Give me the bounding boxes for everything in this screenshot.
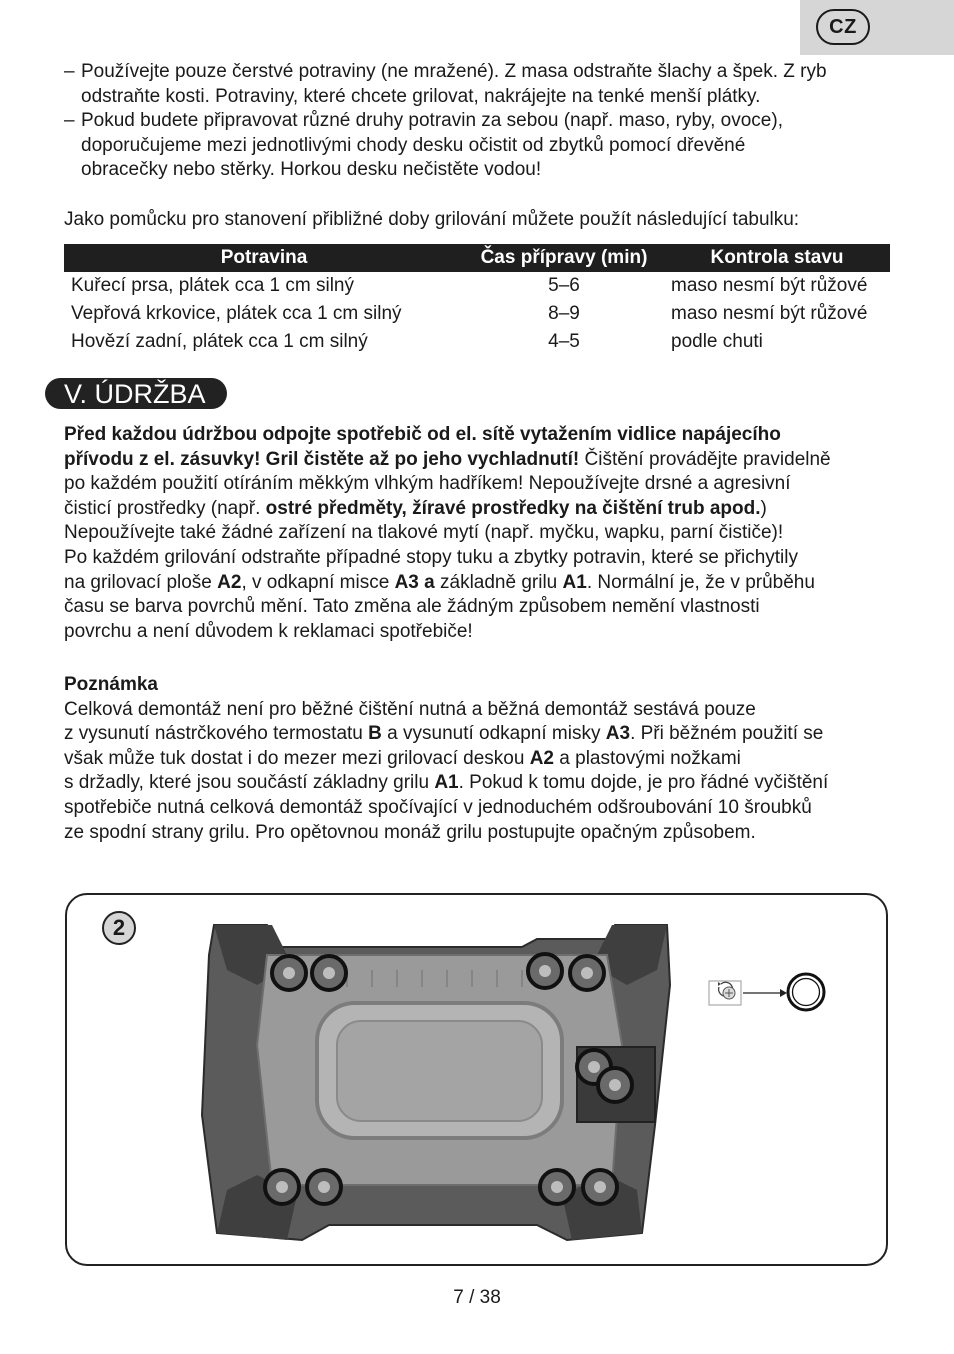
part-ref: A1 — [434, 772, 459, 794]
text: na grilovací ploše — [64, 571, 218, 593]
bold-text: Před každou údržbou odpojte spotřebič od el. sítě vytažením vidlice napájecího — [64, 424, 781, 445]
screw-ring-icon — [788, 974, 824, 1010]
text: . Pokud k tomu dojde, je pro řádné vyčištění — [458, 772, 829, 794]
page-current: 7 — [453, 1287, 464, 1308]
maintenance-paragraph — [64, 423, 894, 644]
bullet-line: Pokud budete připravovat různé druhy potravin za sebou (např. maso, ryby, ovoce), — [81, 110, 783, 132]
bullet-line: Používejte pouze čerstvé potraviny (ne mražené). Z masa odstraňte šlachy a špek. Z ryb — [81, 61, 827, 82]
table-row — [64, 328, 890, 356]
cell-time: 5–6 — [548, 274, 580, 296]
text: čisticí prostředky (např. — [64, 497, 266, 519]
cell-time: 8–9 — [548, 302, 580, 324]
paragraph-line: Nepoužívejte také žádné zařízení na tlakové mytí (např. myčku, wapku, parní čističe)! — [64, 522, 784, 544]
paragraph-line — [64, 771, 894, 796]
bold-text: Poznámka — [64, 674, 158, 695]
text: . Normální je, že v průběhu — [586, 571, 815, 593]
cell-food: Kuřecí prsa, plátek cca 1 cm silný — [71, 274, 354, 296]
page-total: 38 — [479, 1287, 501, 1308]
paragraph-line — [64, 722, 894, 747]
screw-head — [283, 967, 295, 979]
bold-text: přívodu z el. zásuvky! Gril čistěte až po jeho vychladnutí! — [64, 448, 580, 470]
figure-number: 2 — [102, 911, 136, 945]
screw-head — [539, 965, 551, 977]
paragraph-line: povrchu a není důvodem k reklamaci spotřebiče! — [64, 620, 473, 642]
screw-head — [323, 967, 335, 979]
screw-head — [551, 1181, 563, 1193]
grilling-time-table — [64, 244, 890, 356]
bullet-line: obracečky nebo stěrky. Horkou desku nečistěte vodou! — [81, 159, 542, 181]
text: , v odkapní misce — [241, 571, 395, 593]
text: Čištění provádějte pravidelně — [579, 448, 831, 470]
part-ref: A1 — [562, 571, 587, 593]
intro-bullet-2 — [64, 109, 894, 183]
screw-head — [588, 1061, 600, 1073]
bullet-line: odstraňte kosti. Potraviny, které chcete grilovat, nakrájejte na tenké menší plátky. — [81, 85, 761, 107]
text: však může tuk dostat i do mezer mezi grilovací deskou — [64, 747, 530, 769]
part-ref: A3 — [605, 723, 631, 745]
paragraph-line: po každém použití otíráním měkkým vlhkým hadříkem! Nepoužívejte drsné a agresivní — [64, 473, 791, 495]
section-heading: V. ÚDRŽBA — [45, 378, 227, 409]
paragraph-line: Celková demontáž není pro běžné čištění nutná a běžná demontáž sestává pouze — [64, 698, 756, 720]
paragraph-line — [64, 571, 894, 596]
bold-text: ostré předměty, žíravé prostředky na čištění trub apod. — [265, 497, 761, 519]
text: . Při běžném použití se — [630, 723, 824, 745]
part-ref: B — [368, 723, 382, 745]
arrow-right-icon — [743, 989, 787, 997]
text: a vysunutí odkapní misky — [381, 723, 606, 745]
note-section — [64, 673, 894, 845]
table-row — [64, 300, 890, 328]
paragraph-line — [64, 497, 894, 522]
figure-frame — [65, 893, 888, 1266]
paragraph-line — [64, 747, 894, 772]
bullet-dash: – — [64, 110, 75, 132]
page-number — [0, 1286, 954, 1311]
screw-head — [581, 967, 593, 979]
language-tab — [800, 0, 954, 55]
screw-head-icon — [723, 987, 735, 999]
plate-channel-inner — [337, 1021, 542, 1121]
paragraph-line — [64, 423, 894, 448]
column-header-time: Čas přípravy (min) — [464, 244, 664, 272]
cell-food: Hovězí zadní, plátek cca 1 cm silný — [71, 330, 368, 352]
part-ref: A2 — [529, 747, 554, 769]
paragraph-line: ze spodní strany grilu. Pro opětovnou monáž grilu postupujte opačným způsobem. — [64, 821, 756, 843]
paragraph-line: spotřebiče nutná celková demontáž spočívající v jednoduchém odšroubování 10 šroubků — [64, 796, 812, 818]
screw-head — [594, 1181, 606, 1193]
grill-underside-illustration — [67, 895, 886, 1264]
paragraph-line: času se barva povrchů mění. Tato změna ale žádným způsobem nemění vlastnosti — [64, 596, 760, 618]
page-separator: / — [463, 1287, 480, 1308]
text: ) — [760, 497, 767, 519]
cell-check: podle chuti — [671, 330, 763, 352]
paragraph-line — [64, 448, 894, 473]
cell-food: Vepřová krkovice, plátek cca 1 cm silný — [71, 302, 402, 324]
text: základně grilu — [434, 571, 563, 593]
column-header-food: Potravina — [64, 244, 464, 272]
screw-head — [609, 1079, 621, 1091]
note-heading — [64, 673, 894, 698]
text: a plastovými nožkami — [554, 747, 741, 769]
table-row — [64, 272, 890, 300]
language-badge: CZ — [816, 9, 870, 45]
bullet-dash: – — [64, 61, 75, 82]
screw-head — [318, 1181, 330, 1193]
table-intro: Jako pomůcku pro stanovení přibližné doby grilování můžete použít následující tabulku: — [64, 209, 800, 230]
cell-check: maso nesmí být růžové — [671, 274, 868, 296]
screw-head — [276, 1181, 288, 1193]
intro-bullet-list — [64, 60, 894, 183]
cell-check: maso nesmí být růžové — [671, 302, 868, 324]
part-ref: A2 — [217, 571, 242, 593]
cell-time: 4–5 — [548, 330, 580, 352]
paragraph-line: Po každém grilování odstraňte případné stopy tuku a zbytky potravin, které se přichytily — [64, 546, 798, 568]
column-header-check: Kontrola stavu — [664, 244, 890, 272]
text: z vysunutí nástrčkového termostatu — [64, 723, 369, 745]
text: s držadly, které jsou součástí základny grilu — [64, 772, 435, 794]
table-header-row — [64, 244, 890, 272]
intro-bullet-1 — [64, 60, 894, 109]
bullet-line: doporučujeme mezi jednotlivými chody desku očistit od zbytků pomocí dřevěné — [81, 134, 746, 156]
part-ref: A3 a — [394, 571, 435, 593]
